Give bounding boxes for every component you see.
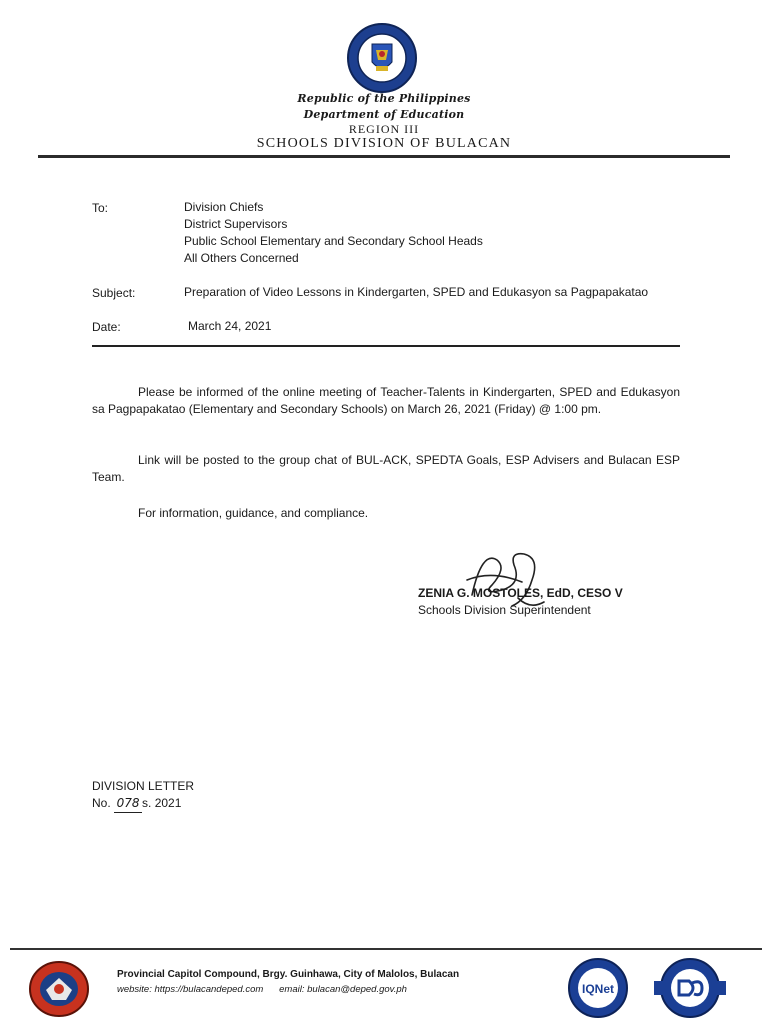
to-label: To: [92,201,109,215]
signatory-title: Schools Division Superintendent [418,603,591,617]
iqnet-label: IQNet [581,982,615,996]
letter-number-line [92,795,194,813]
letter-label: DIVISION LETTER [92,779,195,793]
recipient-item: Division Chiefs [184,200,264,214]
recipient-item: Public School Elementary and Secondary School Heads [184,234,483,248]
date-label: Date: [92,320,121,334]
footer-address: Provincial Capitol Compound, Brgy. Guinhawa, City of Malolos, Bulacan [117,969,460,980]
footer-contacts [117,984,407,995]
body-paragraph-2: Link will be posted to the group chat of BUL-ACK, SPEDTA Goals, ESP Advisers and Bulacan ESP Team. [92,453,680,484]
footer-divider [10,948,762,950]
region-heading: REGION III [348,122,420,136]
recipient-list [184,199,483,267]
letter-series: s. 2021 [142,796,182,810]
recipient-item: All Others Concerned [184,251,299,265]
body-paragraph-1: Please be informed of the online meeting of Teacher-Talents in Kindergarten, SPED and Edukasyon sa Pagpapakatao (Elementary and Secondary Schools) on March 26, 2021 (Friday) @ 1:00 pm. [92,385,680,416]
recipient-item: District Supervisors [184,217,288,231]
letter-number: 078 [114,795,142,813]
memo-divider [92,345,680,347]
deped-seal-logo [346,22,418,94]
republic-heading: Republic of the Philippines [297,92,471,105]
iqnet-certification-badge [566,957,630,1019]
email-link[interactable]: bulacan@deped.gov.ph [307,984,407,995]
subject-label: Subject: [92,286,136,300]
letter-reference [92,778,194,813]
website-link[interactable]: https://bulacandeped.com [154,984,264,995]
letter-no-prefix: No. [92,796,111,810]
signatory-name: ZENIA G. MOSTOLES, EdD, CESO V [418,586,623,600]
letterhead-divider [38,155,730,158]
department-heading: Department of Education [303,108,465,121]
subject-text: Preparation of Video Lessons in Kindergarten, SPED and Edukasyon sa Pagpapakatao [184,285,649,299]
date-text: March 24, 2021 [188,319,272,333]
dqs-certification-badge [652,957,728,1019]
website-label: website: [117,984,152,995]
division-logo [28,960,90,1018]
body-paragraph-3: For information, guidance, and compliance. [138,506,369,520]
division-heading: SCHOOLS DIVISION OF BULACAN [256,136,512,151]
email-label: email: [279,984,305,995]
